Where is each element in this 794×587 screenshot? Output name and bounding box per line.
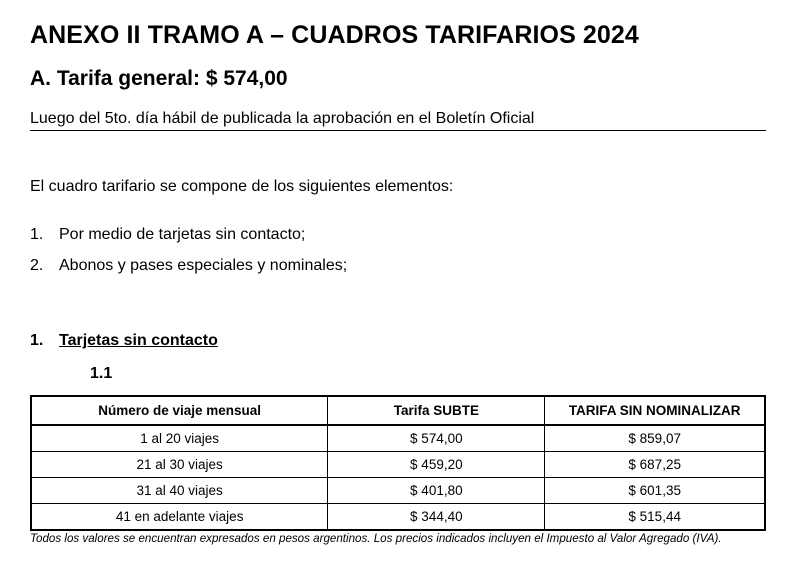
- subte-fare-cell: $ 459,20: [328, 452, 545, 478]
- column-header-non-nominal-fare: TARIFA SIN NOMINALIZAR: [545, 396, 765, 425]
- subte-fare-cell: $ 344,40: [328, 504, 545, 531]
- trips-cell: 31 al 40 viajes: [31, 478, 328, 504]
- section-heading: [30, 332, 218, 350]
- effective-date-note: Luego del 5to. día hábil de publicada la aprobación en el Boletín Oficial: [30, 110, 766, 131]
- list-item-number: 2.: [30, 257, 44, 274]
- list-item: [30, 257, 347, 275]
- non-nominal-fare-cell: $ 859,07: [545, 425, 765, 452]
- general-fare-heading: A. Tarifa general: $ 574,00: [30, 67, 288, 90]
- table-row: [31, 504, 765, 531]
- table-header-row: [31, 396, 765, 425]
- table-footnote: Todos los valores se encuentran expresados en pesos argentinos. Los precios indicados incluyen el Impuesto al Valor Agregado (IVA).: [30, 532, 722, 545]
- non-nominal-fare-cell: $ 515,44: [545, 504, 765, 531]
- list-item-text: Por medio de tarjetas sin contacto;: [59, 226, 306, 243]
- subsection-heading: 1.1: [90, 365, 113, 382]
- section-title: Tarjetas sin contacto: [59, 332, 218, 349]
- trips-cell: 1 al 20 viajes: [31, 425, 328, 452]
- intro-paragraph: El cuadro tarifario se compone de los siguientes elementos:: [30, 178, 454, 195]
- section-number: 1.: [30, 332, 44, 349]
- fare-table: [30, 395, 766, 531]
- subte-fare-cell: $ 574,00: [328, 425, 545, 452]
- list-item-text: Abonos y pases especiales y nominales;: [59, 257, 348, 274]
- subte-fare-cell: $ 401,80: [328, 478, 545, 504]
- trips-cell: 21 al 30 viajes: [31, 452, 328, 478]
- non-nominal-fare-cell: $ 601,35: [545, 478, 765, 504]
- document-title: ANEXO II TRAMO A – CUADROS TARIFARIOS 2024: [30, 21, 639, 49]
- table-row: [31, 478, 765, 504]
- trips-cell: 41 en adelante viajes: [31, 504, 328, 531]
- table-row: [31, 425, 765, 452]
- non-nominal-fare-cell: $ 687,25: [545, 452, 765, 478]
- list-item-number: 1.: [30, 226, 44, 243]
- list-item: [30, 226, 305, 244]
- table-row: [31, 452, 765, 478]
- column-header-trips: Número de viaje mensual: [31, 396, 328, 425]
- column-header-subte-fare: Tarifa SUBTE: [328, 396, 545, 425]
